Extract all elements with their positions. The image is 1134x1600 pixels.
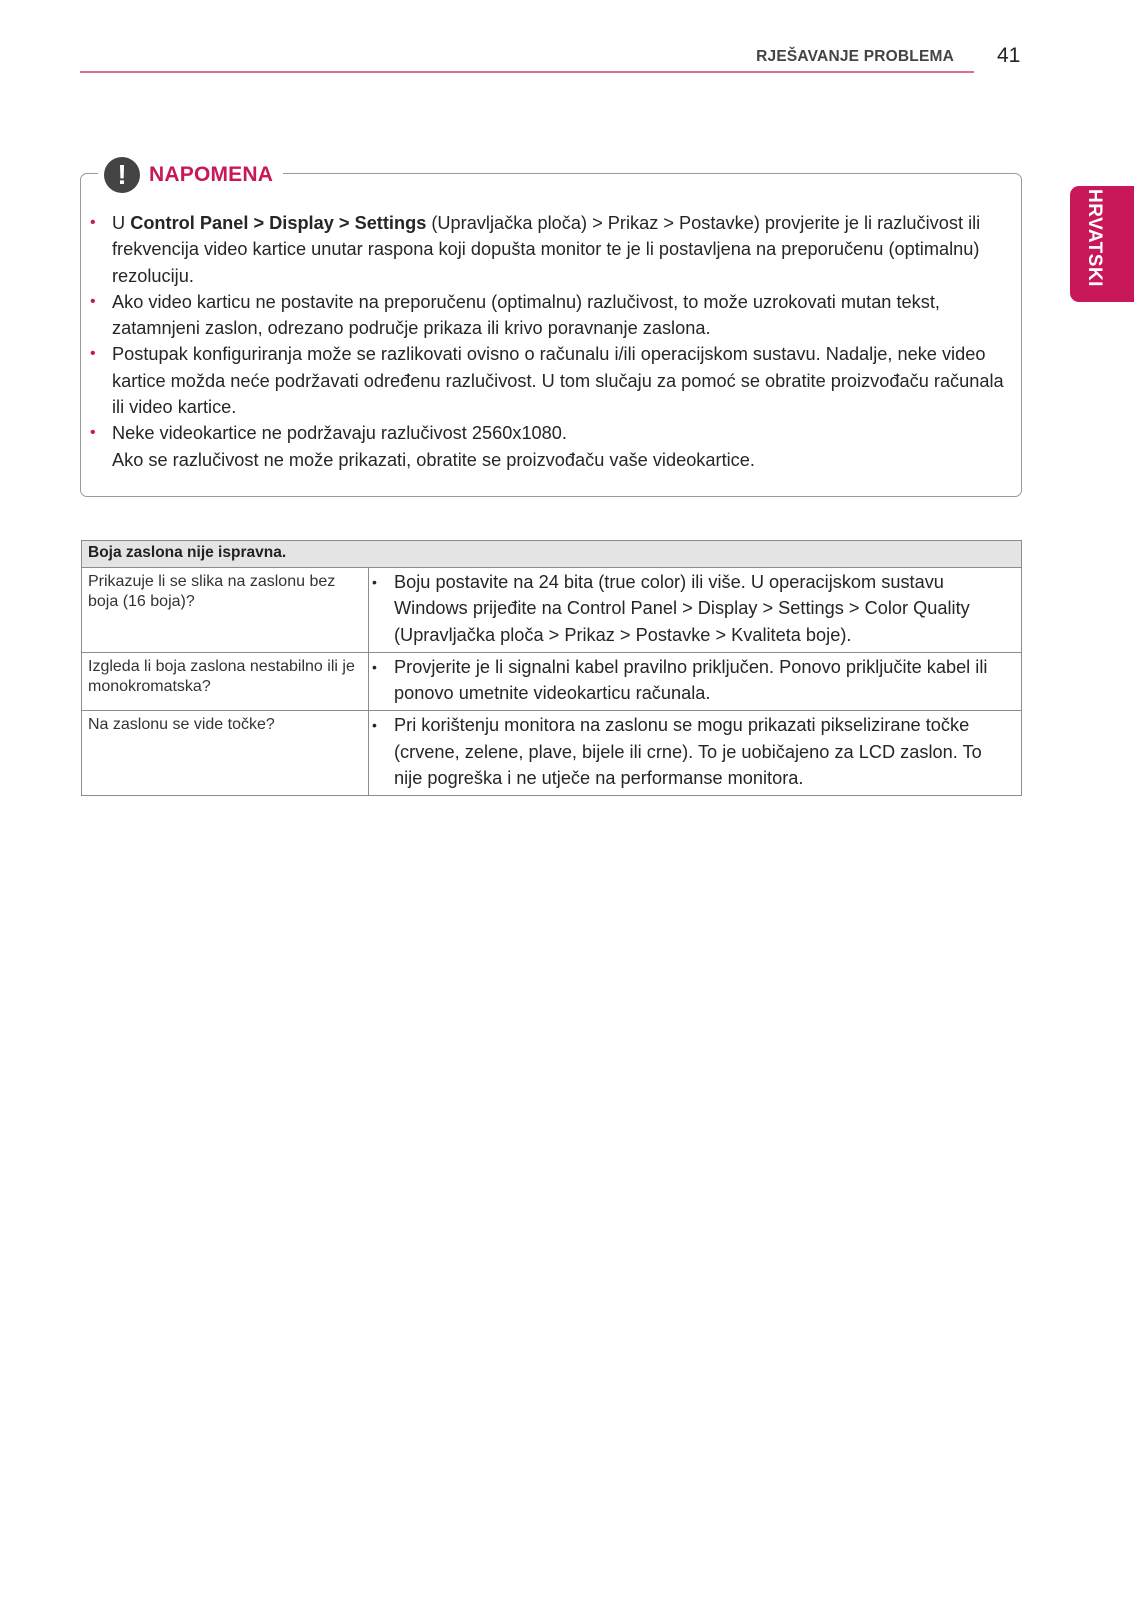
note-item-prefix: U xyxy=(112,213,131,233)
note-heading xyxy=(98,156,283,194)
table-heading: Boja zaslona nije ispravna. xyxy=(82,541,1022,568)
answer-text: Pri korištenju monitora na zaslonu se mogu prikazati pikselizirane točke (crvene, zelene, plave, bijele ili crne). To je uobičajeno za LCD zaslon. To nije pogreška i ne utječe na performanse monitora. xyxy=(394,715,982,789)
table-row xyxy=(82,568,1022,653)
answer-cell xyxy=(369,711,1022,796)
table-header-row xyxy=(82,541,1022,568)
table-row xyxy=(82,652,1022,711)
table-row xyxy=(82,711,1022,796)
note-item xyxy=(90,341,1010,420)
note-list xyxy=(90,210,1010,473)
bullet-icon: • xyxy=(90,292,96,310)
note-item-text: Postupak konfiguriranja može se razlikovati ovisno o računalu i/ili operacijskom sustavu. Nadalje, neke video kartice možda neće podržavati određenu razlučivost. U tom slučaju za pomoć se obratite proizvođaču računala ili video kartice. xyxy=(112,344,1004,418)
question-cell: Izgleda li boja zaslona nestabilno ili je monokromatska? xyxy=(82,652,369,711)
bullet-icon: • xyxy=(372,717,377,734)
note-item xyxy=(90,289,1010,342)
note-item-bold: Control Panel > Display > Settings xyxy=(130,213,427,233)
note-title: NAPOMENA xyxy=(149,163,274,186)
section-title: RJEŠAVANJE PROBLEMA xyxy=(756,48,954,65)
note-item-line: Ako se razlučivost ne može prikazati, obratite se proizvođaču vaše videokartice. xyxy=(112,449,755,470)
page-number: 41 xyxy=(997,44,1021,67)
answer-cell xyxy=(369,568,1022,653)
note-item-text: Ako video karticu ne postavite na preporučenu (optimalnu) razlučivost, to može uzrokovati mutan tekst, zatamnjeni zaslon, odrezano područje prikaza ili krivo poravnanje zaslona. xyxy=(112,291,940,339)
question-cell: Na zaslonu se vide točke? xyxy=(82,711,369,796)
bullet-icon: • xyxy=(372,658,377,675)
bullet-icon: • xyxy=(90,424,96,442)
question-cell: Prikazuje li se slika na zaslonu bez boja (16 boja)? xyxy=(82,568,369,653)
note-item xyxy=(90,420,1010,473)
bullet-icon: • xyxy=(90,345,96,363)
note-item xyxy=(90,210,1010,289)
language-tab-label: HRVATSKI xyxy=(1084,189,1105,287)
note-item-line: Neke videokartice ne podržavaju razlučivost 2560x1080. xyxy=(112,423,567,444)
bullet-icon: • xyxy=(372,574,377,590)
header-rule xyxy=(80,71,974,73)
answer-text: Boju postavite na 24 bita (true color) ili više. U operacijskom sustavu Windows prijeđite na Control Panel > Display > Settings > Color Quality (Upravljačka ploča > Prikaz > Postavke > Kvaliteta boje). xyxy=(394,572,970,645)
bullet-icon: • xyxy=(90,214,96,231)
troubleshooting-table xyxy=(81,540,1022,796)
exclamation-icon: ! xyxy=(104,157,140,193)
note-item-text: (Upravljačka ploča) > Prikaz > Postavke) provjerite je li razlučivost ili frekvencija video kartice unutar raspona koji dopušta monitor te je li postavljena na preporučenu (optimalnu) rezoluciju. xyxy=(112,213,981,286)
answer-text: Provjerite je li signalni kabel pravilno priključen. Ponovo priključite kabel ili ponovo umetnite videokarticu računala. xyxy=(394,656,988,704)
answer-cell xyxy=(369,652,1022,711)
